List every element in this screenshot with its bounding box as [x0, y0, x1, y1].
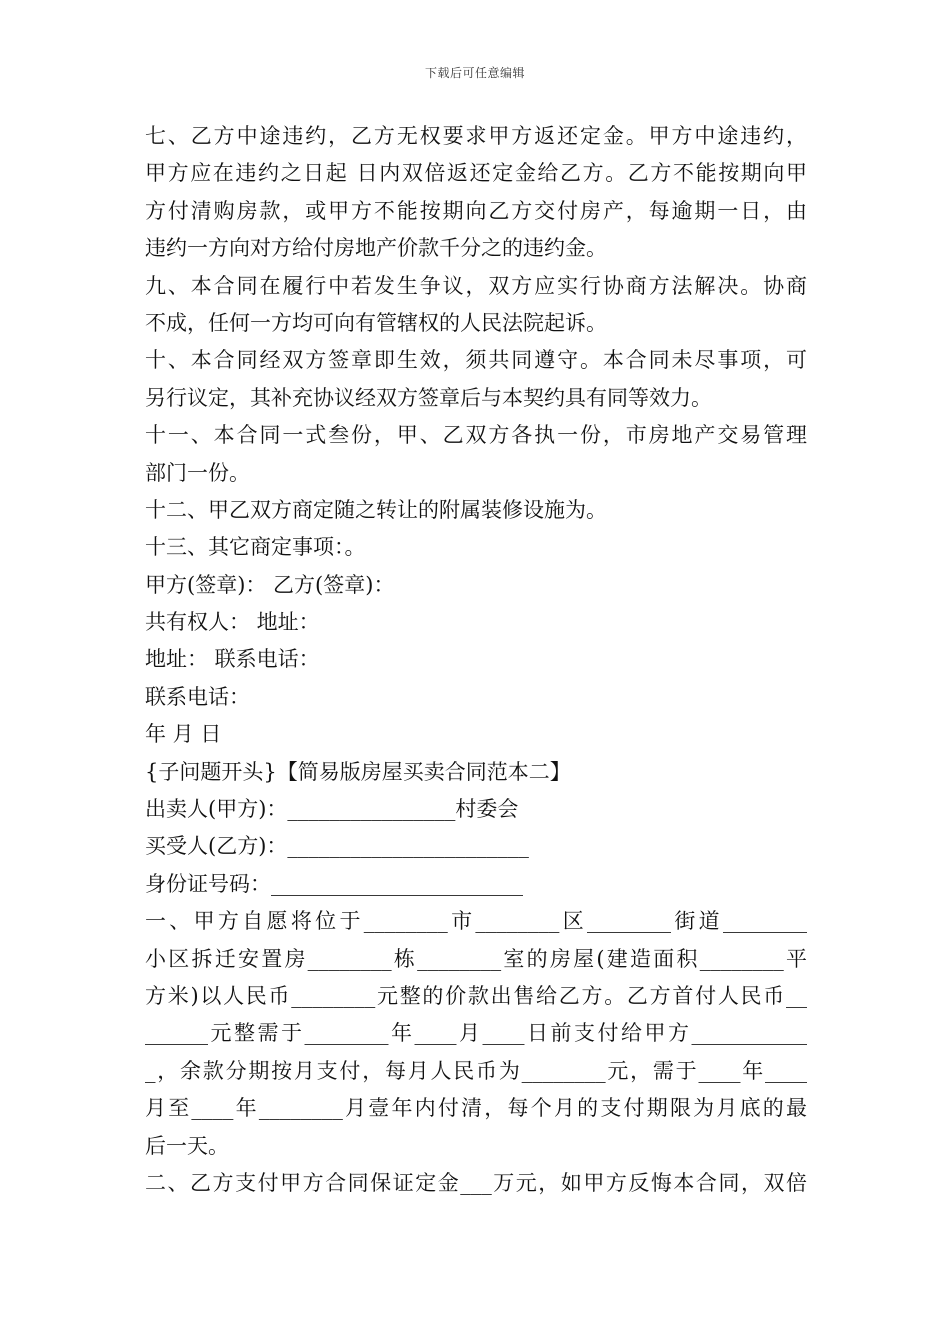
date-line: 年 月 日 — [145, 722, 222, 747]
phone-line: 联系电话： — [145, 684, 250, 709]
text-line: 十、本合同经双方签章即生效，须共同遵守。本合同未尽事项，可 — [145, 348, 807, 373]
text-line: 小区拆迁安置房________栋________室的房屋(建造面积________平 — [145, 946, 807, 971]
text-line: 另行议定，其补充协议经双方签章后与本契约具有同等效力。 — [145, 385, 712, 410]
contract-body — [145, 118, 807, 1202]
id-number-line: 身份证号码：________________________ — [145, 871, 523, 896]
text-line: 一、甲方自愿将位于________市________区________街道________ — [145, 909, 807, 934]
text-line: 七、乙方中途违约，乙方无权要求甲方返还定金。甲方中途违约， — [145, 124, 807, 148]
text-line: 部门一份。 — [145, 460, 250, 485]
text-line: 不成，任何一方均可向有管辖权的人民法院起诉。 — [145, 310, 607, 335]
text-line: 月至____年________月壹年内付清，每个月的支付期限为月底的最 — [145, 1096, 807, 1121]
section-title: {子问题开头}【简易版房屋买卖合同范本二】 — [145, 759, 571, 784]
text-line: ______元整需于________年____月____日前支付给甲方___________ — [145, 1021, 807, 1046]
text-line: 十三、其它商定事项：。 — [145, 535, 366, 560]
signature-line: 甲方(签章)： 乙方(签章)： — [145, 572, 395, 597]
page-header-note: 下载后可任意编辑 — [424, 66, 525, 80]
buyer-line: 买受人(乙方)：_______________________ — [145, 834, 529, 859]
text-line: 九、本合同在履行中若发生争议，双方应实行协商方法解决。协商 — [145, 273, 807, 298]
text-line: 二、乙方支付甲方合同保证定金___万元，如甲方反悔本合同，双倍 — [145, 1170, 807, 1195]
text-line: 十二、甲乙双方商定随之转让的附属装修设施为。 — [145, 497, 607, 522]
text-line: 甲方应在违约之日起 日内双倍返还定金给乙方。乙方不能按期向甲 — [145, 161, 807, 186]
seller-line: 出卖人(甲方)：________________村委会 — [145, 797, 519, 822]
text-line: 违约一方向对方给付房地产价款千分之的违约金。 — [145, 236, 607, 261]
text-line: 方付清购房款，或甲方不能按期向乙方交付房产，每逾期一日，由 — [145, 198, 807, 223]
text-line: 十一、本合同一式叁份，甲、乙双方各执一份，市房地产交易管理 — [145, 423, 807, 448]
co-owner-line: 共有权人： 地址： — [145, 610, 320, 635]
text-line: 后一天。 — [145, 1133, 229, 1158]
text-line: 方米)以人民币________元整的价款出售给乙方。乙方首付人民币__ — [145, 983, 807, 1008]
text-line: _，余款分期按月支付，每月人民币为________元，需于____年____ — [145, 1058, 807, 1083]
address-line: 地址： 联系电话： — [145, 647, 320, 672]
